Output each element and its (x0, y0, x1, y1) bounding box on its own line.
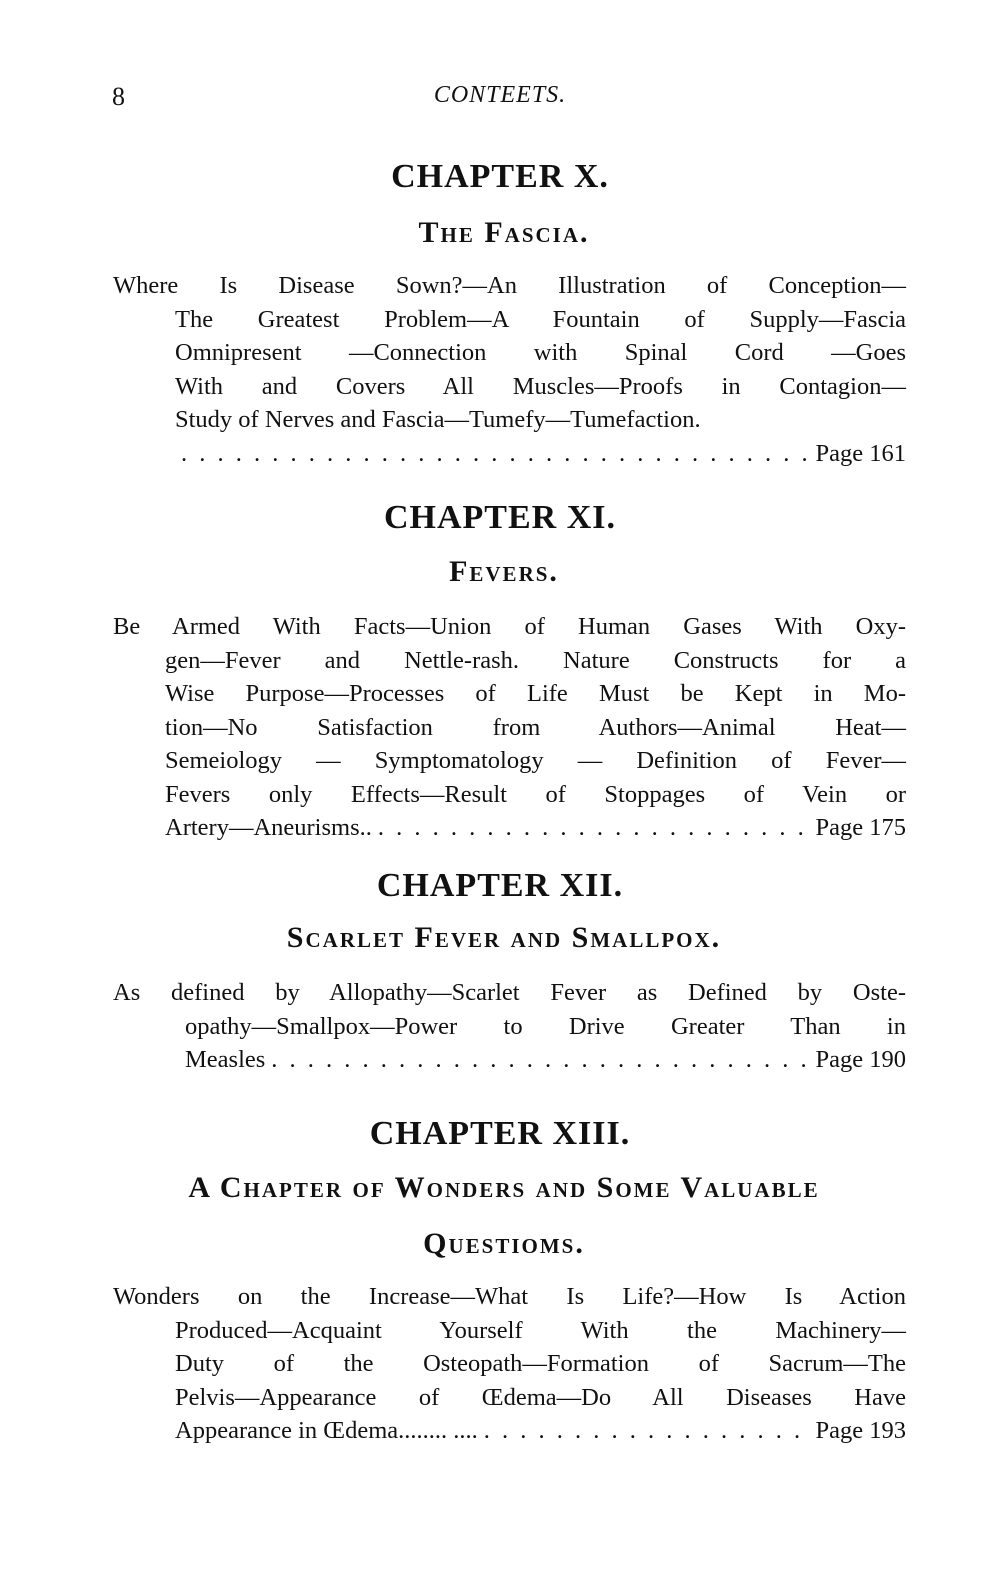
page-number: 8 (112, 82, 125, 111)
summary-line: Fevers only Effects—Result of Stoppages of Vein or (165, 780, 906, 808)
chapter-heading: CHAPTER X. (391, 158, 609, 195)
chapter-heading: CHAPTER XIII. (369, 1115, 631, 1152)
page-ref-line (113, 811, 906, 845)
summary-line: Be Armed With Facts—Union of Human Gases With Oxy- (113, 613, 906, 640)
summary-line: Omnipresent —Connection with Spinal Cord —Goes (175, 339, 906, 366)
chapter-summary (113, 1280, 906, 1448)
summary-line: Duty of the Osteopath—Formation of Sacrum—The (175, 1350, 906, 1377)
chapter-summary (113, 269, 906, 470)
chapter-xi (0, 498, 1000, 845)
chapter-summary (113, 610, 906, 845)
page-reference: Page 190 (815, 1046, 906, 1073)
page-reference: Page 193 (815, 1417, 906, 1444)
running-head (0, 82, 1000, 122)
dot-leader (378, 811, 810, 845)
summary-line: gen—Fever and Nettle-rash. Nature Constructs for a (165, 646, 906, 674)
chapter-heading: CHAPTER XII. (376, 867, 624, 904)
summary-line: Produced—Acquaint Yourself With the Machinery— (175, 1316, 906, 1344)
summary-line: Study of Nerves and Fascia—Tumefy—Tumefaction. (175, 406, 701, 433)
chapter-title: The Fascia. (418, 216, 590, 249)
summary-line: Wonders on the Increase—What Is Life?—How Is Action (113, 1283, 906, 1310)
chapter-heading: CHAPTER XI. (383, 499, 617, 536)
dot-leader (181, 437, 810, 471)
chapter-title: Scarlet Fever and Smallpox. (286, 921, 722, 954)
chapter-x (0, 157, 1000, 470)
summary-line: Appearance in Œdema........ .... (175, 1417, 478, 1444)
page-ref-line (113, 1414, 906, 1448)
summary-line: With and Covers All Muscles—Proofs in Contagion— (175, 372, 906, 400)
summary-line: Pelvis—Appearance of Œdema—Do All Diseases Have (175, 1383, 906, 1411)
summary-line: opathy—Smallpox—Power to Drive Greater Than in (185, 1012, 906, 1040)
chapter-xii (0, 866, 1000, 1077)
summary-line: Wise Purpose—Processes of Life Must be Kept in Mo- (165, 680, 906, 707)
chapter-title-continued: Questioms. (423, 1227, 585, 1260)
summary-line: tion—No Satisfaction from Authors—Animal Heat— (165, 713, 906, 741)
dot-leader (484, 1414, 810, 1448)
page-reference: Page 175 (815, 814, 906, 841)
page-ref-line (113, 437, 906, 471)
page-ref-line (113, 1043, 906, 1077)
summary-line: Artery—Aneurisms.. (165, 814, 372, 841)
summary-line: Where Is Disease Sown?—An Illustration of Conception— (113, 272, 906, 299)
chapter-xiii (0, 1114, 1000, 1448)
summary-line: The Greatest Problem—A Fountain of Supply—Fascia (175, 305, 906, 333)
page-reference: Page 161 (815, 439, 906, 467)
chapter-title: A Chapter of Wonders and Some Valuable (188, 1171, 820, 1204)
chapter-title: Fevers. (449, 555, 559, 588)
running-title: CONTEETS. (433, 82, 567, 108)
dot-leader (271, 1043, 809, 1077)
summary-line: Measles (185, 1046, 266, 1073)
chapter-summary (113, 976, 906, 1077)
summary-line: Semeiology — Symptomatology — Definition of Fever— (165, 747, 906, 774)
summary-line: As defined by Allopathy—Scarlet Fever as Defined by Oste- (113, 979, 906, 1006)
